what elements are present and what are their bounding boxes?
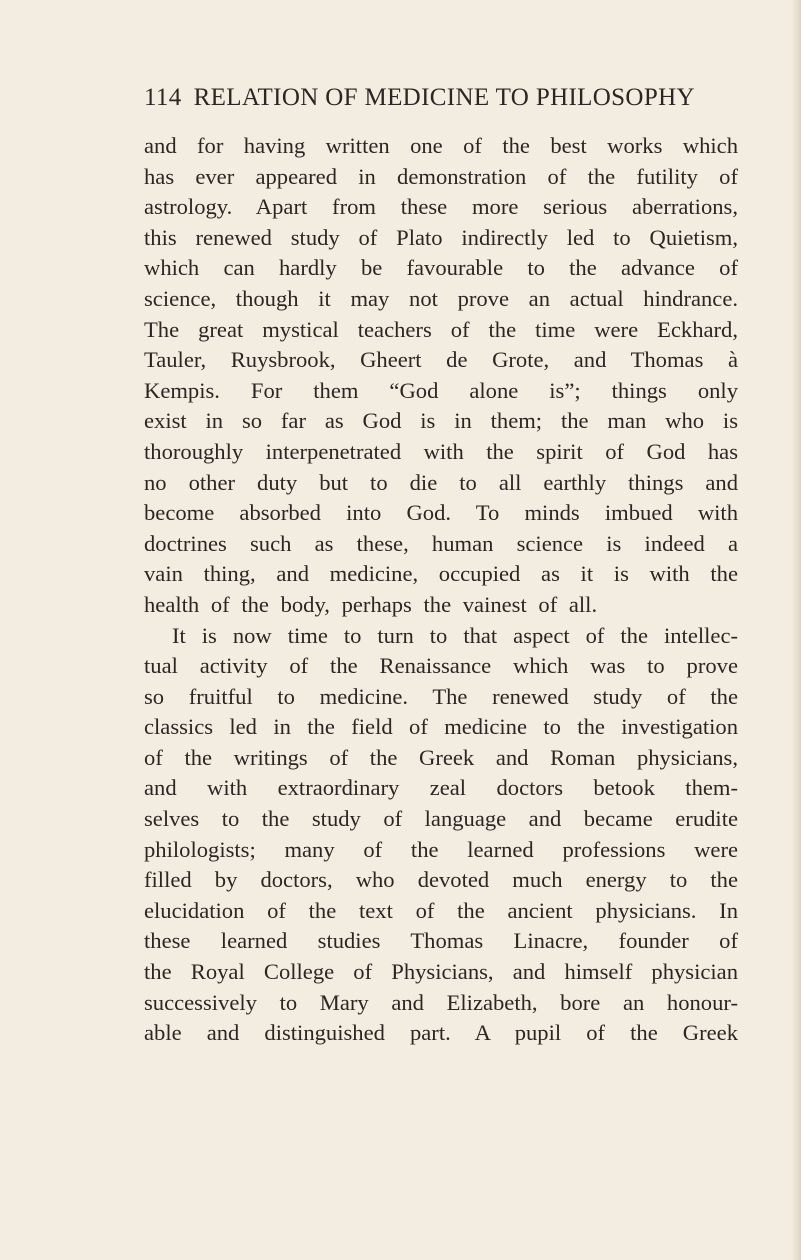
text-line: the Royal College of Physicians, and himself physician [144, 959, 738, 985]
text-line: philologists; many of the learned professions were [144, 836, 738, 862]
text-line: which can hardly be favourable to the advance of [144, 255, 738, 281]
text-line: so fruitful to medicine. The renewed study of the [144, 683, 738, 709]
text-line: vain thing, and medicine, occupied as it is with the [144, 561, 738, 587]
text-line: these learned studies Thomas Linacre, founder of [144, 928, 738, 954]
text-line: doctrines such as these, human science is indeed a [144, 530, 738, 556]
running-head [144, 84, 744, 112]
page-edge-shadow [791, 0, 801, 1260]
text-line: Kempis. For them “God alone is”; things only [144, 377, 738, 403]
text-line: and with extraordinary zeal doctors betook them- [144, 775, 738, 801]
text-line: able and distinguished part. A pupil of the Greek [144, 1020, 738, 1046]
text-line: science, though it may not prove an actual hindrance. [144, 285, 738, 311]
text-line: no other duty but to die to all earthly things and [144, 469, 738, 495]
text-line: Tauler, Ruysbrook, Gheert de Grote, and Thomas à [144, 347, 738, 373]
text-line: become absorbed into God. To minds imbued with [144, 500, 738, 526]
text-line: exist in so far as God is in them; the man who is [144, 408, 738, 434]
paragraph-start-line: It is now time to turn to that aspect of the intellec- [172, 622, 738, 648]
text-line: selves to the study of language and became erudite [144, 806, 738, 832]
text-line: has ever appeared in demonstration of the futility of [144, 163, 738, 189]
text-line: elucidation of the text of the ancient physicians. In [144, 897, 738, 923]
text-line: filled by doctors, who devoted much energy to the [144, 867, 738, 893]
text-line: and for having written one of the best works which [144, 133, 738, 158]
paragraph-end-line: health of the body, perhaps the vainest of all. [144, 591, 598, 617]
body-text [144, 131, 738, 1049]
text-line: thoroughly interpenetrated with the spirit of God has [144, 438, 738, 464]
text-line: astrology. Apart from these more serious aberrations, [144, 194, 738, 220]
running-title: RELATION OF MEDICINE TO PHILOSOPHY [193, 84, 695, 111]
text-line: of the writings of the Greek and Roman physicians, [144, 744, 738, 770]
text-line: classics led in the field of medicine to the investigation [144, 714, 738, 740]
text-line: this renewed study of Plato indirectly led to Quietism, [144, 224, 738, 250]
text-line: tual activity of the Renaissance which was to prove [144, 653, 738, 679]
text-line: successively to Mary and Elizabeth, bore an honour- [144, 989, 738, 1015]
page-number: 114 [144, 84, 182, 111]
text-line: The great mystical teachers of the time were Eckhard, [144, 316, 738, 342]
